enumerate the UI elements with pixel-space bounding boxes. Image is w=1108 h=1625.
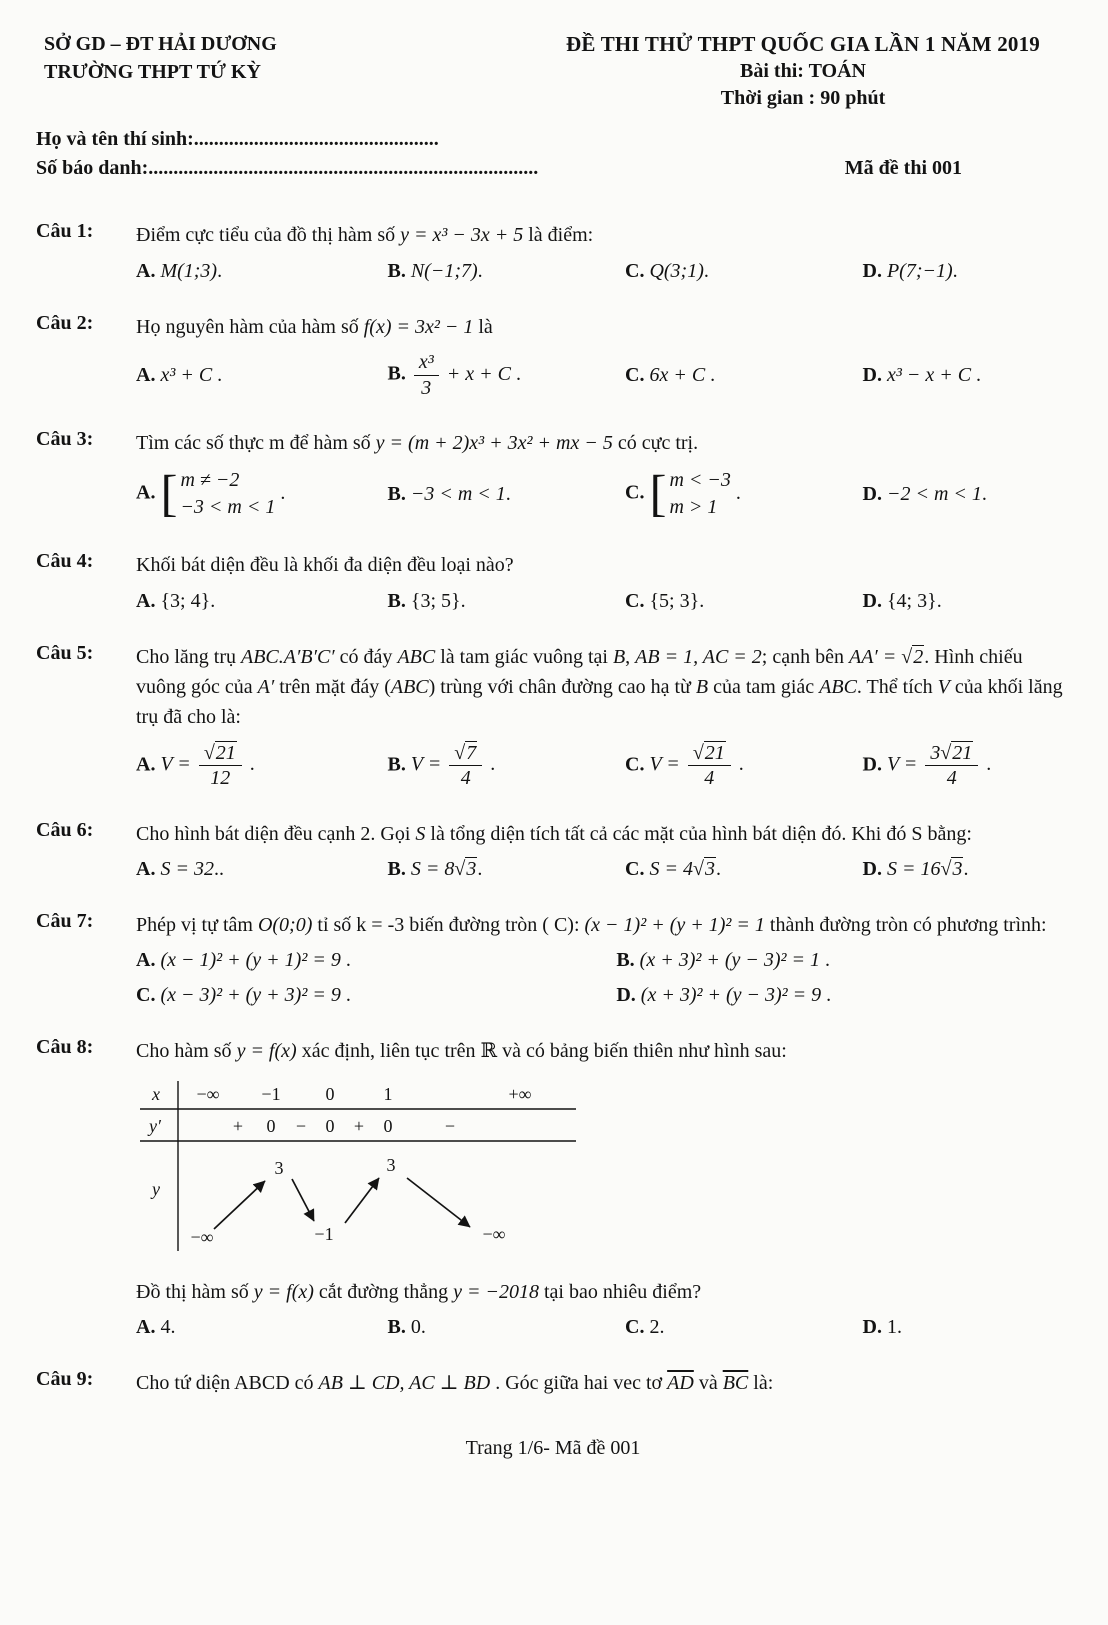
question-8-option-c-label: C.	[625, 1316, 645, 1339]
question-7-option-c-label: C.	[136, 984, 156, 1007]
question-5-option-b-text: V = $\frac{√7}{4}$ .	[410, 741, 496, 790]
school-block	[36, 30, 277, 86]
question-6-option-c-text: S = 4√3.	[649, 858, 721, 881]
candidate-id-line: Số báo danh:..............................................................................	[36, 157, 539, 180]
question-3-option-c	[625, 467, 859, 521]
page-header	[36, 30, 1070, 112]
question-5-number: Câu 5:	[36, 641, 94, 664]
page-footer: Trang 1/6- Mã đề 001	[465, 1436, 641, 1459]
exam-info-block	[566, 30, 1040, 112]
question-8-text: Cho hàm số y = f(x) xác định, liên tục trên ℝ và có bảng biến thiên như hình sau:	[136, 1040, 787, 1063]
exam-duration: Thời gian : 90 phút	[720, 87, 886, 110]
question-3-option-b-text: −3 < m < 1.	[410, 482, 511, 505]
question-8-number: Câu 8:	[36, 1036, 94, 1059]
bbt-yprime-3: 0	[325, 1115, 335, 1136]
question-6-option-c	[625, 858, 859, 881]
question-2-option-a-label: A.	[136, 363, 156, 386]
question-2	[36, 312, 1070, 399]
question-6-option-b-text: S = 8√3.	[410, 858, 483, 881]
question-2-option-b-text: $\frac{\text{x³}}{3}$ + x + C .	[411, 363, 521, 385]
question-6-option-c-label: C.	[625, 858, 645, 881]
bbt-x-value-2: 0	[325, 1083, 335, 1104]
bbt-x-value-1: −1	[261, 1083, 281, 1104]
question-3-option-c-label: C.	[625, 481, 645, 504]
question-5-option-d	[863, 742, 1082, 790]
bbt-yprime-6: −	[444, 1115, 456, 1136]
question-7-option-c-text: (x − 3)² + (y + 3)² = 9 .	[160, 984, 351, 1007]
question-4-option-c-label: C.	[625, 589, 645, 612]
question-5-option-c	[625, 742, 859, 790]
question-4	[36, 550, 1070, 612]
question-1-text: Điểm cực tiểu của đồ thị hàm số y = x³ − 3x + 5 là điểm:	[136, 224, 594, 247]
question-7-option-b-text: (x + 3)² + (y − 3)² = 1 .	[639, 949, 831, 972]
question-2-option-c-label: C.	[625, 363, 645, 386]
question-8-option-c-text: 2.	[649, 1316, 665, 1339]
question-4-option-a-text: {3; 4}.	[160, 589, 216, 612]
question-1-option-c-text: Q(3;1).	[649, 259, 709, 282]
question-4-option-a	[136, 590, 384, 613]
question-3-option-b	[388, 483, 622, 506]
question-4-option-c	[625, 590, 859, 613]
question-7-option-a-text: (x − 1)² + (y + 1)² = 9 .	[160, 949, 351, 972]
question-1-option-d-text: P(7;−1).	[886, 259, 958, 282]
question-6-content	[136, 819, 1070, 881]
question-7-options	[136, 949, 1070, 1007]
bbt-yprime-label: y′	[149, 1115, 161, 1136]
variation-table	[138, 1077, 1070, 1261]
question-6-option-d-text: S = 16√3.	[886, 858, 969, 881]
question-3-option-d-label: D.	[862, 482, 882, 505]
question-9-number: Câu 9:	[36, 1368, 94, 1391]
bbt-yprime-4: +	[353, 1115, 365, 1136]
question-7-option-a	[136, 949, 612, 972]
question-6-text: Cho hình bát diện đều cạnh 2. Gọi S là tổng diện tích tất cả các mặt của hình bát diện đó. Khi đó S bằng:	[136, 822, 972, 845]
question-4-option-b-label: B.	[387, 589, 406, 612]
question-3	[36, 428, 1070, 521]
bbt-y-label: y	[152, 1178, 160, 1199]
bbt-arrow-up-1	[214, 1181, 265, 1229]
bbt-yprime-5: 0	[383, 1115, 393, 1136]
question-1-option-d	[863, 260, 1082, 283]
question-5-options	[136, 742, 1070, 790]
school-department: SỞ GD – ĐT HẢI DƯƠNG	[44, 33, 277, 55]
bbt-x-label: x	[152, 1083, 160, 1104]
question-4-option-a-label: A.	[136, 589, 156, 612]
question-6-option-a-text: S = 32..	[160, 858, 224, 881]
question-1-option-b-label: B.	[387, 259, 406, 282]
question-1-option-a-label: A.	[136, 259, 156, 282]
question-5-option-b	[388, 742, 622, 790]
question-8-option-b-label: B.	[387, 1316, 406, 1339]
question-4-option-d	[863, 590, 1082, 613]
bbt-yprime-2: −	[295, 1115, 307, 1136]
question-8-option-b	[388, 1316, 622, 1339]
question-7-option-b	[616, 949, 1074, 972]
question-2-option-a-text: x³ + C .	[160, 363, 223, 386]
question-3-option-c-text: [ m < −3 m > 1 .	[649, 465, 741, 522]
question-9-text: Cho tứ diện ABCD có AB ⊥ CD, AC ⊥ BD . Góc giữa hai vec tơ $\overline{AD}$ và $\overline{BC}$ là:	[136, 1372, 774, 1395]
question-2-option-b-label: B.	[387, 362, 406, 385]
question-8-option-a-label: A.	[136, 1316, 156, 1339]
question-5-option-b-label: B.	[387, 753, 406, 776]
question-6-option-a-label: A.	[136, 858, 156, 881]
question-3-option-a-label: A.	[136, 481, 156, 504]
bbt-yprime-1: 0	[266, 1115, 276, 1136]
question-2-option-b	[388, 351, 622, 399]
question-2-number: Câu 2:	[36, 311, 94, 334]
bbt-arrow-down-2	[407, 1178, 470, 1227]
question-5-option-c-label: C.	[625, 753, 645, 776]
question-4-option-b	[388, 590, 622, 613]
question-8-option-b-text: 0.	[410, 1316, 426, 1339]
bbt-y-value-2: −1	[314, 1223, 334, 1244]
exam-subject: Bài thi: TOÁN	[740, 60, 866, 83]
question-7-text: Phép vị tự tâm O(0;0) tỉ số k = -3 biến đường tròn ( C): (x − 1)² + (y + 1)² = 1 thành đường tròn có phương trình:	[136, 914, 1047, 937]
question-7-number: Câu 7:	[36, 910, 94, 933]
question-2-option-c-text: 6x + C .	[649, 363, 716, 386]
exam-code-badge: Mã đề thi 001	[844, 157, 962, 180]
question-4-text: Khối bát diện đều là khối đa diện đều loại nào?	[136, 554, 514, 577]
question-6-option-d	[863, 858, 1082, 881]
question-1-number: Câu 1:	[36, 220, 94, 243]
bbt-x-value-0: −∞	[196, 1083, 220, 1104]
bbt-x-value-3: 1	[383, 1083, 393, 1104]
question-8-content	[136, 1036, 1070, 1339]
question-4-content	[136, 550, 1070, 612]
question-9-content	[136, 1368, 1070, 1407]
question-6	[36, 819, 1070, 881]
question-2-option-d-label: D.	[862, 363, 882, 386]
question-8	[36, 1036, 1070, 1339]
question-5-option-a	[136, 742, 384, 790]
candidate-id-row	[36, 157, 1070, 180]
question-3-content	[136, 428, 1070, 521]
bbt-x-value-4: +∞	[508, 1083, 532, 1104]
question-8-option-d	[863, 1316, 1082, 1339]
variation-table-svg	[138, 1077, 578, 1255]
question-5-text: Cho lăng trụ ABC.A′B′C′ có đáy ABC là tam giác vuông tại B, AB = 1, AC = 2; cạnh bên AA′ = √2. Hình chiếu vuông góc của A′ trên mặt đáy (ABC) trùng với chân đường cao hạ từ B của tam giác ABC. Thể tích V của khối lăng trụ đã cho là:	[136, 645, 1063, 729]
question-7-content	[136, 910, 1070, 1007]
question-6-number: Câu 6:	[36, 818, 94, 841]
question-3-text: Tìm các số thực m để hàm số y = (m + 2)x³ + 3x² + mx − 5 có cực trị.	[136, 431, 699, 454]
question-2-content	[136, 312, 1070, 399]
question-2-options	[136, 351, 1070, 399]
question-1-option-c-label: C.	[625, 259, 645, 282]
question-6-option-d-label: D.	[862, 858, 882, 881]
question-2-text: Họ nguyên hàm của hàm số f(x) = 3x² − 1 là	[136, 315, 493, 338]
question-5-content	[136, 642, 1070, 790]
question-1-option-a-text: M(1;3).	[160, 259, 223, 282]
bbt-arrow-down-1	[292, 1179, 314, 1221]
question-5-option-c-text: V = $\frac{√21}{4}$ .	[649, 741, 744, 790]
question-1-option-c	[625, 260, 859, 283]
question-8-option-d-label: D.	[862, 1316, 882, 1339]
question-8-option-d-text: 1.	[886, 1316, 902, 1339]
bbt-yprime-0: +	[232, 1115, 244, 1136]
question-2-option-c	[625, 364, 859, 387]
question-3-number: Câu 3:	[36, 427, 94, 450]
question-1-option-b	[388, 260, 622, 283]
question-1-option-a	[136, 260, 384, 283]
candidate-name-line: Họ và tên thí sinh:.................................................	[36, 128, 439, 151]
question-4-option-d-text: {4; 3}.	[886, 589, 942, 612]
question-6-option-b-label: B.	[387, 858, 406, 881]
question-2-option-d-text: x³ − x + C .	[886, 363, 982, 386]
bbt-y-value-4: −∞	[482, 1223, 506, 1244]
question-3-option-b-label: B.	[387, 482, 406, 505]
question-4-options	[136, 590, 1070, 613]
question-5	[36, 642, 1070, 790]
questions	[36, 220, 1070, 1407]
question-3-option-a	[136, 467, 384, 521]
question-1-content	[136, 220, 1070, 282]
question-4-option-b-text: {3; 5}.	[410, 589, 466, 612]
question-6-options	[136, 858, 1070, 881]
question-4-option-d-label: D.	[862, 589, 882, 612]
question-7-option-a-label: A.	[136, 949, 156, 972]
question-4-option-c-text: {5; 3}.	[649, 589, 705, 612]
question-8-option-a-text: 4.	[160, 1316, 176, 1339]
question-5-option-d-text: V = $\frac{3√21}{4}$ .	[886, 741, 992, 790]
question-5-option-d-label: D.	[862, 753, 882, 776]
question-8-option-a	[136, 1316, 384, 1339]
question-6-option-b	[388, 858, 622, 881]
question-7	[36, 910, 1070, 1007]
question-2-option-a	[136, 364, 384, 387]
bbt-y-value-3: 3	[386, 1154, 396, 1175]
candidate-fields	[36, 128, 1070, 180]
question-9	[36, 1368, 1070, 1407]
question-2-option-d	[863, 364, 1082, 387]
question-5-option-a-label: A.	[136, 753, 156, 776]
bbt-y-value-1: 3	[274, 1157, 284, 1178]
question-8-option-c	[625, 1316, 859, 1339]
question-7-option-c	[136, 984, 612, 1007]
question-8-options	[136, 1316, 1070, 1339]
bbt-arrow-up-2	[345, 1178, 379, 1223]
question-7-option-d-label: D.	[616, 984, 636, 1007]
question-3-option-a-text: [ m ≠ −2 −3 < m < 1 .	[160, 465, 286, 522]
question-1-option-b-text: N(−1;7).	[410, 259, 483, 282]
question-3-options	[136, 467, 1070, 521]
question-8-text-2: Đồ thị hàm số y = f(x) cắt đường thẳng y = −2018 tại bao nhiêu điểm?	[136, 1280, 702, 1303]
question-1	[36, 220, 1070, 282]
question-3-option-d	[863, 483, 1082, 506]
school-name: TRƯỜNG THPT TỨ KỲ	[44, 61, 261, 83]
question-3-option-d-text: −2 < m < 1.	[886, 482, 987, 505]
question-7-option-b-label: B.	[616, 949, 635, 972]
question-7-option-d-text: (x + 3)² + (y − 3)² = 9 .	[640, 984, 832, 1007]
question-7-option-d	[616, 984, 1074, 1007]
question-1-options	[136, 260, 1070, 283]
bbt-y-value-0: −∞	[190, 1226, 214, 1247]
question-6-option-a	[136, 858, 384, 881]
exam-title: ĐỀ THI THỬ THPT QUỐC GIA LẦN 1 NĂM 2019	[566, 32, 1040, 56]
question-4-number: Câu 4:	[36, 550, 94, 573]
question-1-option-d-label: D.	[862, 259, 882, 282]
question-5-option-a-text: V = $\frac{√21}{12}$ .	[160, 741, 255, 790]
